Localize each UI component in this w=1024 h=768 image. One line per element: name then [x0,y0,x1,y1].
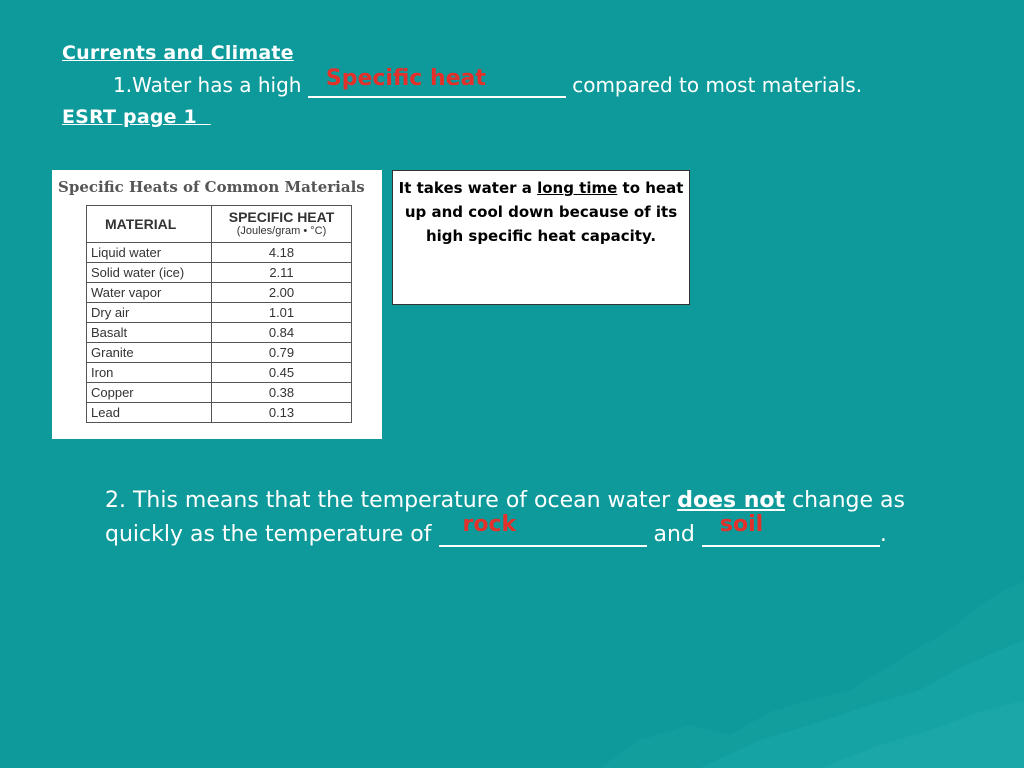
reference-label: ESRT page 1 [62,106,197,128]
table-row [87,363,352,383]
answer-soil: soil [719,512,764,537]
material-cell: Copper [87,383,212,403]
table-row [87,243,352,263]
table-header-row [87,206,352,243]
statement-1-prefix: 1.Water has a high [113,73,302,97]
callout-emphasis: long time [537,179,618,197]
table-row [87,383,352,403]
value-cell: 2.00 [212,283,352,303]
specific-heat-table-image [52,170,382,439]
answer-blank-3 [702,512,880,547]
table-row [87,303,352,323]
statement-2-start: 2. This means that the temperature of ocean water [105,488,671,513]
statement-2-and: and [653,522,695,547]
value-cell: 1.01 [212,303,352,323]
material-cell: Liquid water [87,243,212,263]
value-cell: 0.13 [212,403,352,423]
material-cell: Iron [87,363,212,383]
statement-1-suffix: compared to most materials. [572,73,863,97]
value-cell: 4.18 [212,243,352,263]
statement-2-period: . [879,522,887,547]
answer-blank-2 [439,512,647,547]
material-cell: Water vapor [87,283,212,303]
material-cell: Dry air [87,303,212,323]
callout-text-start: It takes water a [398,179,532,197]
value-cell: 0.38 [212,383,352,403]
emphasis-does-not: does not [677,488,786,513]
statement-1 [113,66,863,98]
material-cell: Granite [87,343,212,363]
callout-box [392,170,690,305]
table-row [87,263,352,283]
header-specific-heat: SPECIFIC HEAT (Joules/gram • °C) [212,206,352,243]
statement-2-middle: change as quickly as the temperature of [105,488,905,547]
value-cell: 0.84 [212,323,352,343]
specific-heat-table [86,205,352,423]
material-cell: Basalt [87,323,212,343]
callout-text-end: to heat up and cool down because of its high specific heat capacity. [404,179,684,245]
value-cell: 0.45 [212,363,352,383]
table-title: Specific Heats of Common Materials [58,178,365,196]
slide-title: Currents and Climate [62,42,294,64]
table-row [87,283,352,303]
material-cell: Lead [87,403,212,423]
header-material: MATERIAL [87,206,212,243]
answer-specific-heat: Specific heat [325,66,486,91]
statement-2 [105,485,925,551]
answer-rock: rock [462,512,517,537]
value-cell: 2.11 [212,263,352,283]
answer-blank-1 [308,66,566,98]
material-cell: Solid water (ice) [87,263,212,283]
table-row [87,403,352,423]
table-row [87,323,352,343]
value-cell: 0.79 [212,343,352,363]
header-unit: (Joules/gram • °C) [236,225,327,237]
table-row [87,343,352,363]
